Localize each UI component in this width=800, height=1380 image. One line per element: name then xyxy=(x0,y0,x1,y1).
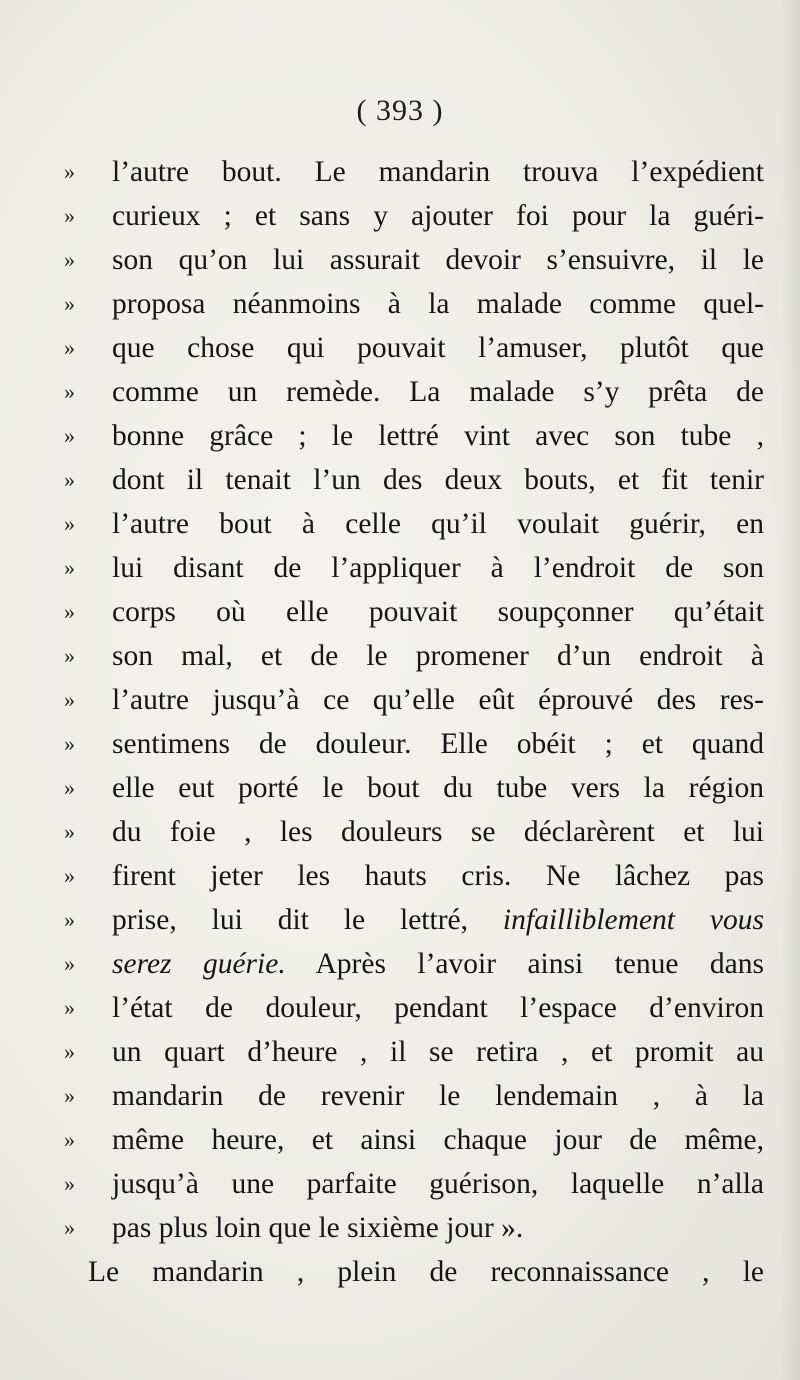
text-segment: l’autre bout. Le mandarin trouva l’expédient xyxy=(112,156,764,188)
text-segment: dont il tenait l’un des deux bouts, et fit tenir xyxy=(112,464,764,496)
text-line xyxy=(52,194,772,238)
text-segment: Après l’avoir ainsi tenue dans xyxy=(285,948,764,980)
line-text xyxy=(112,458,764,502)
text-line xyxy=(52,942,772,986)
quotation-mark: » xyxy=(64,291,75,316)
line-text xyxy=(112,766,764,810)
line-text xyxy=(88,1250,764,1294)
body-text xyxy=(52,150,772,1294)
page-number: ( 393 ) xyxy=(356,94,444,127)
line-text xyxy=(112,898,764,942)
text-line xyxy=(52,678,772,722)
line-text xyxy=(112,502,764,546)
quotation-mark: » xyxy=(64,995,75,1020)
line-text xyxy=(112,546,764,590)
text-line xyxy=(52,1250,772,1294)
text-segment: que chose qui pouvait l’amuser, plutôt que xyxy=(112,332,764,364)
text-line xyxy=(52,414,772,458)
text-segment: l’état de douleur, pendant l’espace d’environ xyxy=(112,992,764,1024)
text-segment: curieux ; et sans y ajouter foi pour la guéri- xyxy=(112,200,764,232)
text-segment: l’autre bout à celle qu’il voulait guérir, en xyxy=(112,508,764,540)
text-line xyxy=(52,898,772,942)
text-line xyxy=(52,1118,772,1162)
text-line xyxy=(52,282,772,326)
text-segment: mandarin de revenir le lendemain , à la xyxy=(112,1080,764,1112)
line-text xyxy=(112,854,764,898)
text-segment: même heure, et ainsi chaque jour de même, xyxy=(112,1124,764,1156)
quotation-mark: » xyxy=(64,643,75,668)
quotation-mark: » xyxy=(64,775,75,800)
quotation-mark: » xyxy=(64,599,75,624)
text-segment: sentimens de douleur. Elle obéit ; et quand xyxy=(112,728,764,760)
line-text xyxy=(112,1118,764,1162)
line-text xyxy=(112,1074,764,1118)
page-edge-shadow xyxy=(782,0,800,1380)
quotation-mark: » xyxy=(64,1171,75,1196)
line-text xyxy=(112,414,764,458)
line-text xyxy=(112,942,764,986)
line-text xyxy=(112,1030,764,1074)
quotation-mark: » xyxy=(64,511,75,536)
text-segment: du foie , les douleurs se déclarèrent et lui xyxy=(112,816,764,848)
text-segment: pas plus loin que le sixième jour ». xyxy=(112,1212,524,1244)
quotation-mark: » xyxy=(64,951,75,976)
text-line xyxy=(52,1206,772,1250)
text-line xyxy=(52,766,772,810)
text-line xyxy=(52,238,772,282)
text-segment: elle eut porté le bout du tube vers la région xyxy=(112,772,764,804)
line-text xyxy=(112,150,764,194)
text-line xyxy=(52,854,772,898)
line-text xyxy=(112,678,764,722)
line-text xyxy=(112,282,764,326)
text-segment: un quart d’heure , il se retira , et promit au xyxy=(112,1036,764,1068)
quotation-mark: » xyxy=(64,687,75,712)
quotation-mark: » xyxy=(64,247,75,272)
line-text xyxy=(112,1162,764,1206)
quotation-mark: » xyxy=(64,1083,75,1108)
text-segment: bonne grâce ; le lettré vint avec son tube , xyxy=(112,420,764,452)
line-text xyxy=(112,326,764,370)
text-line xyxy=(52,150,772,194)
text-segment: comme un remède. La malade s’y prêta de xyxy=(112,376,764,408)
line-text xyxy=(112,238,764,282)
text-line xyxy=(52,810,772,854)
text-segment: Le mandarin , plein de reconnaissance , le xyxy=(88,1256,764,1288)
quotation-mark: » xyxy=(64,731,75,756)
text-line xyxy=(52,590,772,634)
text-line xyxy=(52,1162,772,1206)
text-segment: l’autre jusqu’à ce qu’elle eût éprouvé des res- xyxy=(112,684,764,716)
quotation-mark: » xyxy=(64,1215,75,1240)
quotation-mark: » xyxy=(64,203,75,228)
quotation-mark: » xyxy=(64,335,75,360)
text-line xyxy=(52,1030,772,1074)
text-segment: son qu’on lui assurait devoir s’ensuivre, il le xyxy=(112,244,764,276)
line-text xyxy=(112,370,764,414)
line-text xyxy=(112,634,764,678)
quotation-mark: » xyxy=(64,1127,75,1152)
quotation-mark: » xyxy=(64,467,75,492)
line-text xyxy=(112,722,764,766)
quotation-mark: » xyxy=(64,555,75,580)
line-text xyxy=(112,986,764,1030)
quotation-mark: » xyxy=(64,1039,75,1064)
quotation-mark: » xyxy=(64,863,75,888)
text-line xyxy=(52,370,772,414)
text-line xyxy=(52,722,772,766)
text-segment: jusqu’à une parfaite guérison, laquelle n’alla xyxy=(112,1168,764,1200)
italic-text-segment: infailliblement vous xyxy=(502,904,764,936)
line-text xyxy=(112,810,764,854)
quotation-mark: » xyxy=(64,159,75,184)
text-line xyxy=(52,502,772,546)
text-segment: corps où elle pouvait soupçonner qu’était xyxy=(112,596,764,628)
italic-text-segment: serez guérie. xyxy=(112,948,286,980)
line-text xyxy=(112,194,764,238)
line-text xyxy=(112,590,764,634)
text-segment: lui disant de l’appliquer à l’endroit de son xyxy=(112,552,764,584)
line-text xyxy=(112,1206,764,1250)
text-line xyxy=(52,634,772,678)
text-line xyxy=(52,458,772,502)
text-segment: proposa néanmoins à la malade comme quel- xyxy=(112,288,764,320)
text-line xyxy=(52,546,772,590)
text-segment: prise, lui dit le lettré, xyxy=(112,904,503,936)
quotation-mark: » xyxy=(64,379,75,404)
quotation-mark: » xyxy=(64,907,75,932)
text-line xyxy=(52,326,772,370)
text-line xyxy=(52,986,772,1030)
quotation-mark: » xyxy=(64,819,75,844)
quotation-mark: » xyxy=(64,423,75,448)
text-segment: son mal, et de le promener d’un endroit à xyxy=(112,640,764,672)
text-line xyxy=(52,1074,772,1118)
text-segment: firent jeter les hauts cris. Ne lâchez pas xyxy=(112,860,764,892)
